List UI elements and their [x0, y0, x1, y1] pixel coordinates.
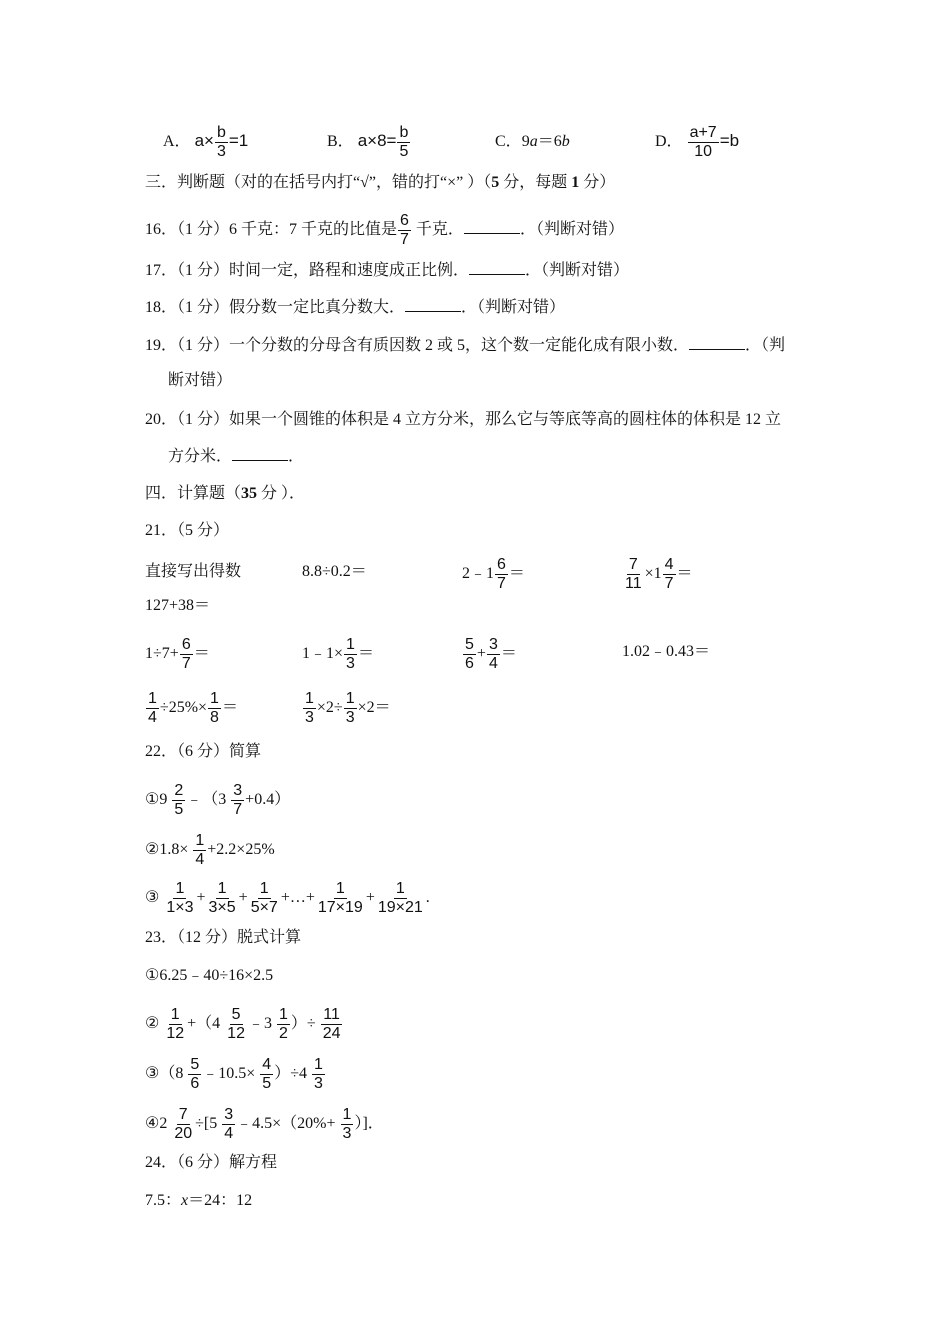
- q21-r2: 127+38＝: [145, 597, 211, 614]
- q21-r1c2: 8.8÷0.2＝: [302, 563, 367, 580]
- q21-r4c1: $\frac{1}{4}$ ÷25%× $\frac{1}{8}$ ＝: [148, 690, 238, 726]
- fraction: $\frac{5}{12}$: [227, 1006, 245, 1042]
- q21-r3c3: $\frac{5}{6}$ + $\frac{3}{4}$ ＝: [465, 636, 517, 672]
- fraction: $\frac{3}{7}$: [233, 782, 243, 818]
- question-17: 17．（1 分）时间一定，路程和速度成正比例． ．（判断对错）: [145, 262, 630, 279]
- fraction: $\frac{1}{2}$: [278, 1006, 288, 1042]
- fraction: $\frac{1}{3}$: [346, 636, 355, 672]
- fraction: $\frac{1}{17\times 19}$: [317, 880, 363, 916]
- fraction: $\frac{1}{4}$: [148, 690, 157, 726]
- fraction: $\frac{3}{4}$: [224, 1106, 234, 1142]
- fraction: $\frac{1}{8}$: [210, 690, 219, 726]
- fraction: $\frac{1}{3}$: [305, 690, 314, 726]
- q23-expr-3: ③（8 $\frac{5}{6}$ ﹣10.5× $\frac{4}{5}$ ）÷4 $\frac{1}{3}$: [145, 1056, 323, 1092]
- option-a: A． a× $\frac{b}{3}$ =1: [163, 124, 249, 160]
- fraction: $\frac{1}{19\times 21}$: [377, 880, 423, 916]
- question-19-cont: 断对错）: [168, 372, 233, 389]
- section-3-heading: 三．判断题（对的在括号内打“√”，错的打“×” ）（5 分，每题 1 分）: [145, 174, 616, 191]
- answer-blank[interactable]: [689, 335, 745, 350]
- q21-r3c4: 1.02﹣0.43＝: [622, 643, 711, 660]
- q21-r3c1: 1÷7+ $\frac{6}{7}$ ＝: [145, 636, 210, 672]
- fraction: $\frac{1}{4}$: [195, 832, 205, 868]
- option-b: B． a×8= $\frac{b}{5}$: [327, 124, 409, 160]
- answer-blank[interactable]: [232, 446, 288, 461]
- option-c: C．9a＝6b: [495, 133, 570, 150]
- fraction: $\frac{1}{1\times 3}$: [166, 880, 194, 916]
- q22-expr-3: ③ $\frac{1}{1\times 3}$ + $\frac{1}{3\times 5}$ + $\frac{1}{5\times 7}$ +…+ $\frac{1}{17\times 19}$ + $\frac{1}{19\times 21}$ .: [145, 880, 430, 916]
- answer-blank[interactable]: [469, 260, 525, 275]
- q23-expr-4: ④2 $\frac{7}{20}$ ÷[5 $\frac{3}{4}$ ﹣4.5×（20%+ $\frac{1}{3}$ ）]．: [145, 1106, 384, 1142]
- fraction: $\frac{1}{3}$: [345, 690, 355, 726]
- fraction: $\frac{1}{12}$: [166, 1006, 185, 1042]
- fraction: $\frac{3}{4}$: [488, 636, 498, 672]
- question-20: 20．（1 分）如果一个圆锥的体积是 4 立方分米，那么它与等底等高的圆柱体的体积是 12 立: [145, 411, 782, 428]
- q24-equation: 7.5：x＝24：12: [145, 1192, 253, 1209]
- question-23-title: 23．（12 分）脱式计算: [145, 929, 302, 946]
- question-22-title: 22．（6 分）简算: [145, 743, 262, 760]
- q21-r1c3: 2﹣1 $\frac{6}{7}$ ＝: [462, 556, 525, 592]
- fraction: $\frac{1}{3}$: [342, 1106, 352, 1142]
- fraction: $\frac{6}{7}$: [497, 556, 506, 592]
- q22-expr-1: ①9 $\frac{2}{5}$ ﹣（3 $\frac{3}{7}$ +0.4）: [145, 782, 291, 818]
- fraction: $\frac{1}{5\times 7}$: [250, 880, 278, 916]
- fraction: $\frac{4}{7}$: [664, 556, 674, 592]
- question-19: 19．（1 分）一个分数的分母含有质因数 2 或 5，这个数一定能化成有限小数． ．（判: [145, 337, 786, 354]
- fraction: $\frac{6}{7}$: [400, 212, 409, 248]
- q21-r3c2: 1﹣1× $\frac{1}{3}$ ＝: [302, 636, 374, 672]
- fraction: $\frac{1}{3}$: [314, 1056, 323, 1092]
- fraction: $\frac{5}{6}$: [465, 636, 474, 672]
- fraction: $\frac{a+7}{10}$: [689, 124, 717, 160]
- question-18: 18．（1 分）假分数一定比真分数大． ．（判断对错）: [145, 299, 566, 316]
- option-d: D． $\frac{a+7}{10}$ =b: [655, 124, 740, 160]
- q22-expr-2: ②1.8× $\frac{1}{4}$ +2.2×25%: [145, 832, 275, 868]
- answer-blank[interactable]: [405, 297, 461, 312]
- fraction: $\frac{b}{5}$: [399, 124, 409, 160]
- fraction: $\frac{1}{3\times 5}$: [208, 880, 236, 916]
- question-16: 16．（1 分）6 千克：7 千克的比值是 $\frac{6}{7}$ 千克． ．（判断对错）: [145, 212, 624, 248]
- question-21-title: 21．（5 分）: [145, 522, 230, 539]
- answer-blank[interactable]: [464, 219, 520, 234]
- fraction: $\frac{6}{7}$: [181, 636, 191, 672]
- q21-r4c2: $\frac{1}{3}$ ×2÷ $\frac{1}{3}$ ×2＝: [305, 690, 391, 726]
- fraction: $\frac{4}{5}$: [262, 1056, 272, 1092]
- fraction: $\frac{11}{24}$: [322, 1006, 341, 1042]
- fraction: $\frac{5}{6}$: [190, 1056, 200, 1092]
- q21-intro: 直接写出得数: [145, 563, 242, 580]
- q23-expr-2: ② $\frac{1}{12}$ +（4 $\frac{5}{12}$ ﹣3 $\frac{1}{2}$ ）÷ $\frac{11}{24}$: [145, 1006, 341, 1042]
- fraction: $\frac{7}{11}$: [625, 556, 642, 592]
- fraction: $\frac{b}{3}$: [216, 124, 226, 160]
- fraction: $\frac{7}{20}$: [174, 1106, 193, 1142]
- question-24-title: 24．（6 分）解方程: [145, 1154, 278, 1171]
- q23-expr-1: ①6.25﹣40÷16×2.5: [145, 967, 274, 984]
- question-20-cont: 方分米． ．: [168, 448, 305, 465]
- fraction: $\frac{2}{5}$: [174, 782, 184, 818]
- q21-r1c4: $\frac{7}{11}$ ×1 $\frac{4}{7}$ ＝: [625, 556, 693, 592]
- section-4-heading: 四．计算题（35 分 ）．: [145, 485, 306, 502]
